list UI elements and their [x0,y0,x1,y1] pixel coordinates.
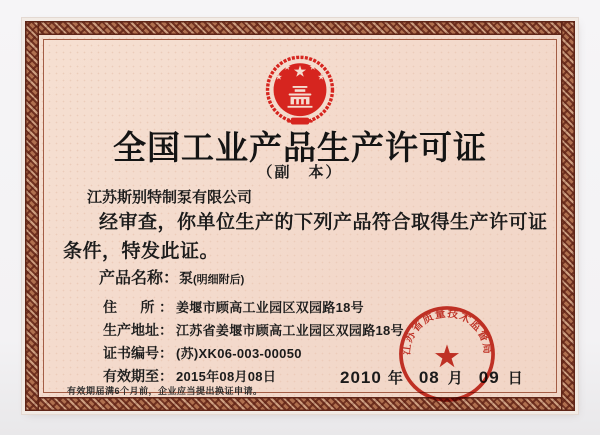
field-label: 住 所： [103,299,173,315]
field-row-production-address [103,320,404,338]
field-value: 姜堰市顾高工业园区双园路18号 [176,300,364,315]
certificate-sheet [25,21,575,411]
border-band-left [25,21,39,411]
renewal-footnote: 有效期届满6个月前，企业应当提出换证申请。 [67,386,263,396]
border-band-top [25,21,575,35]
product-name-note: (明细附后) [193,274,245,286]
seal-text: 江苏省质量技术监督局 [400,307,494,356]
issue-year-unit: 年 [387,370,403,387]
certificate-subtitle: （副 本） [257,164,343,181]
field-value: 2015年08月08日 [176,369,277,384]
seal-star-icon [435,344,459,367]
field-label: 证书编号： [103,345,173,361]
product-name-label: 产品名称： [99,270,180,287]
border-band-right [561,21,575,411]
issue-year: 2010 [340,368,382,387]
issue-month-unit: 月 [447,370,463,387]
product-name-row [99,265,244,288]
issue-month: 08 [418,368,440,387]
issue-day-unit: 日 [507,370,523,387]
statement-line-2: 条件，特发此证。 [63,241,220,262]
field-label: 有效期至： [103,368,173,384]
border-band-bottom [25,397,575,411]
field-label: 生产地址： [103,322,173,338]
certificate-title: 全国工业产品生产许可证 [113,129,487,166]
svg-text:江苏省质量技术监督局 [399,306,494,356]
field-row-certificate-number [103,343,302,361]
china-national-emblem-icon [262,55,338,129]
field-value: (苏)XK06-003-00050 [176,346,302,361]
statement-line-1: 经审查，你单位生产的下列产品符合取得生产许可证 [99,212,548,233]
field-row-valid-until [103,366,276,384]
field-value: 江苏省姜堰市顾高工业园区双园路18号 [176,323,404,338]
official-seal-stamp [395,302,499,406]
issue-date [340,367,523,388]
field-row-residence [103,297,364,315]
company-name: 江苏斯别特制泵有限公司 [87,189,253,206]
product-name-value: 泵 [179,270,194,286]
issue-day: 09 [478,368,500,387]
